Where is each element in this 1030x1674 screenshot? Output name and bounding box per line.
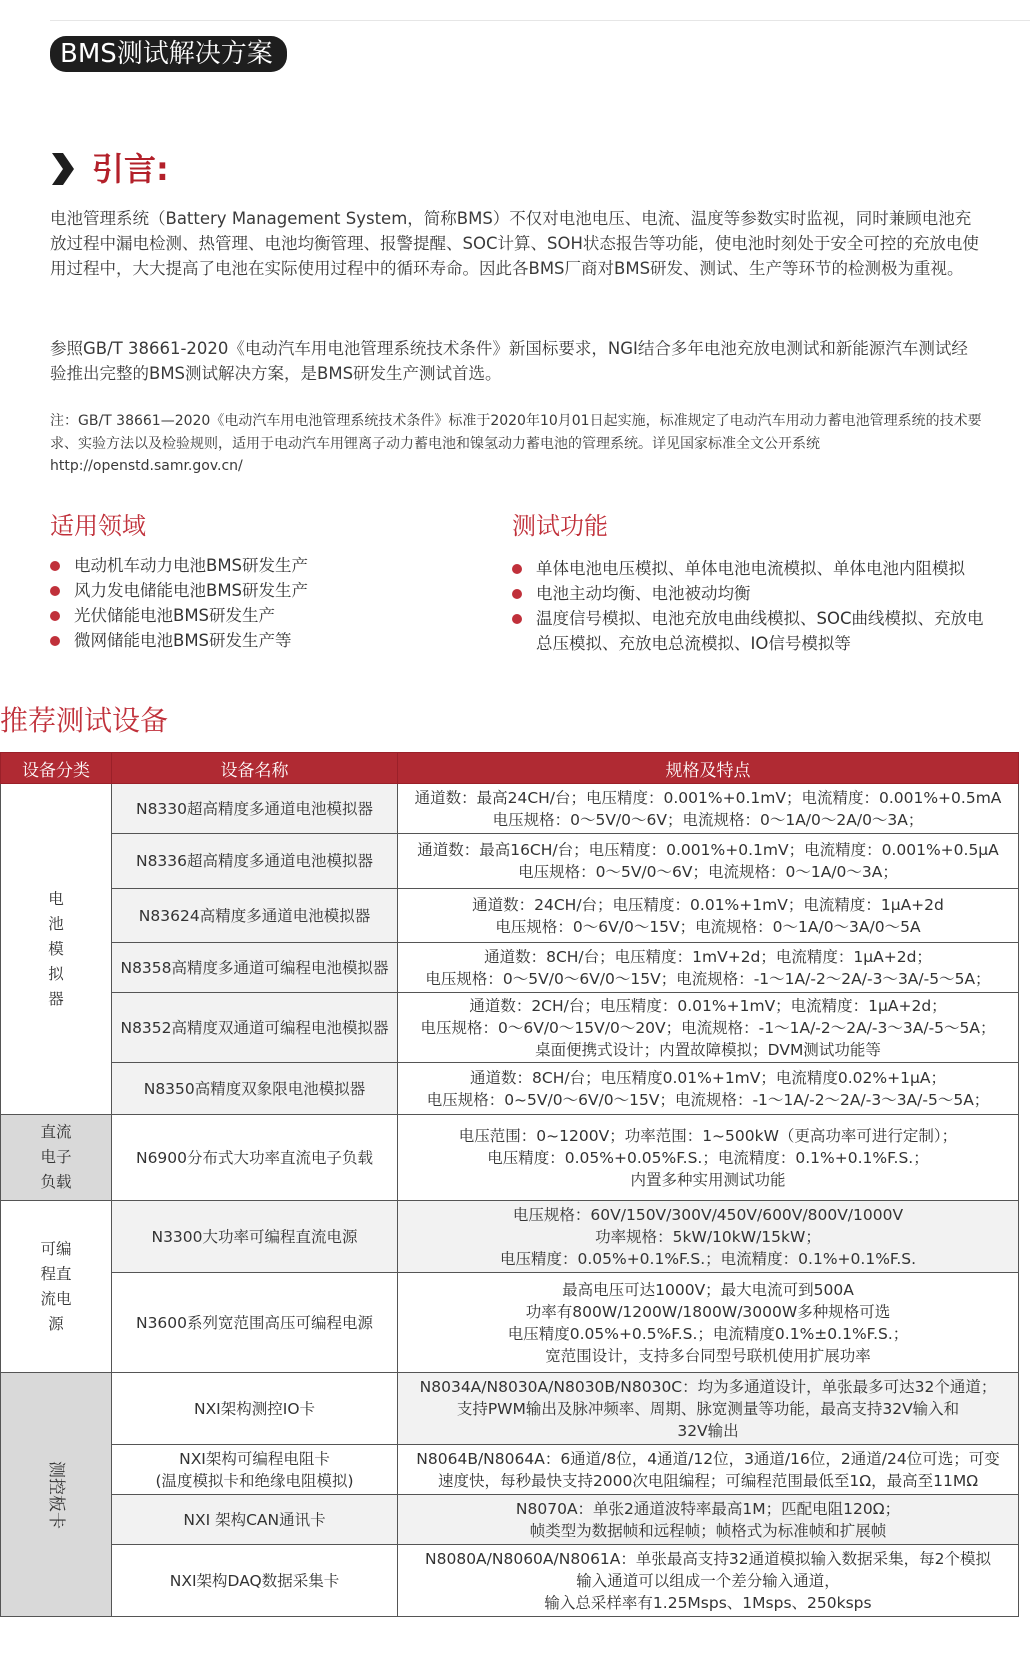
table-row [1,993,1019,1063]
device-spec: 通道数：24CH/台；电压精度：0.01%+1mV；电流精度：1μA+2d 电压规格：0～6V/0～15V；电流规格：0～1A/0～3A/0～5A [398,889,1019,943]
device-spec: 通道数：2CH/台；电压精度：0.01%+1mV；电流精度：1μA+2d； 电压规格：0～6V/0～15V/0～20V；电流规格：-1～1A/-2～2A/-3～3A/-5～5A； 桌面便携式设计；内置故障模拟；DVM测试功能等 [398,993,1019,1063]
table-row [1,1495,1019,1545]
table-row [1,1063,1019,1115]
category-battery-simulator: 电池模拟器 [1,784,112,1115]
device-name: N8358高精度多通道可编程电池模拟器 [112,943,398,993]
device-spec: N8070A：单张2通道波特率最高1M；匹配电阻120Ω； 帧类型为数据帧和远程帧；帧格式为标准帧和扩展帧 [398,1495,1019,1545]
device-name: N8352高精度双通道可编程电池模拟器 [112,993,398,1063]
header-spec: 规格及特点 [398,753,1019,784]
device-name: N8350高精度双象限电池模拟器 [112,1063,398,1115]
bullet-dot-icon [50,636,60,646]
standard-note: 注：GB/T 38661—2020《电动汽车用电池管理系统技术条件》标准于2020年10月01日起实施，标准规定了电动汽车用动力蓄电池管理系统的技术要求、实验方法以及检验规则，适用于电动汽车用锂离子动力蓄电池和镍氢动力蓄电池的管理系统。详见国家标准全文公开系统http://openstd.samr.gov.cn/ [50,413,982,474]
list-item: 风力发电储能电池BMS研发生产 [50,578,450,603]
recommended-equipment-title: 推荐测试设备 [0,704,169,737]
table-row [1,784,1019,834]
header-name: 设备名称 [112,753,398,784]
list-item: 电动机车动力电池BMS研发生产 [50,553,450,578]
bullet-dot-icon [512,564,522,574]
device-spec: 电压规格：60V/150V/300V/450V/600V/800V/1000V 功率规格：5kW/10kW/15kW； 电压精度：0.05%+0.1%F.S.；电流精度：0.1%+0.1%F.S. [398,1201,1019,1273]
table-row [1,834,1019,889]
bullet-dot-icon [50,611,60,621]
functions-title: 测试功能 [512,512,608,540]
bullet-dot-icon [512,614,522,624]
intro-paragraph-2: 参照GB/T 38661-2020《电动汽车用电池管理系统技术条件》新国标要求，NGI结合多年电池充放电测试和新能源汽车测试经验推出完整的BMS测试解决方案，是BMS研发生产测试首选。 [50,339,968,383]
page-title-badge: BMS测试解决方案 [50,36,287,72]
table-row [1,1273,1019,1373]
chevron-right-icon [50,151,76,187]
device-name: NXI 架构CAN通讯卡 [112,1495,398,1545]
header-category: 设备分类 [1,753,112,784]
list-item: 光伏储能电池BMS研发生产 [50,603,450,628]
table-row [1,889,1019,943]
intro-title: 引言: [92,150,169,188]
intro-paragraph-1: 电池管理系统（Battery Management System，简称BMS）不仅对电池电压、电流、温度等参数实时监视，同时兼顾电池充放过程中漏电检测、热管理、电池均衡管理、报警提醒、SOC计算、SOH状态报告等功能，使电池时刻处于安全可控的充放电使用过程中，大大提高了电池在实际使用过程中的循环寿命。因此各BMS厂商对BMS研发、测试、生产等环节的检测极为重视。 [50,209,979,278]
category-dc-electronic-load: 直流电子负载 [1,1115,112,1201]
device-name: N8330超高精度多通道电池模拟器 [112,784,398,834]
table-row [1,1201,1019,1273]
device-spec: N8034A/N8030A/N8030B/N8030C：均为多通道设计，单张最多可达32个通道； 支持PWM输出及脉冲频率、周期、脉宽测量等功能，最高支持32V输入和 32V输出 [398,1373,1019,1445]
list-item: 微网储能电池BMS研发生产等 [50,628,450,653]
table-row [1,1445,1019,1495]
applications-title: 适用领域 [50,512,146,540]
device-name: N3600系列宽范围高压可编程电源 [112,1273,398,1373]
category-programmable-dc-source: 可编程直流电源 [1,1201,112,1373]
bullet-dot-icon [512,589,522,599]
device-spec: N8080A/N8060A/N8061A：单张最高支持32通道模拟输入数据采集，每2个模拟 输入通道可以组成一个差分输入通道， 输入总采样率有1.25Msps、1Msps、250ksps [398,1545,1019,1617]
table-row [1,1373,1019,1445]
device-name: NXI架构可编程电阻卡 (温度模拟卡和绝缘电阻模拟) [112,1445,398,1495]
device-name: NXI架构DAQ数据采集卡 [112,1545,398,1617]
table-row [1,1545,1019,1617]
device-name: N3300大功率可编程直流电源 [112,1201,398,1273]
device-name: N8336超高精度多通道电池模拟器 [112,834,398,889]
applications-list [50,553,450,653]
device-spec: 通道数：最高16CH/台；电压精度：0.001%+0.1mV；电流精度：0.001%+0.5μA 电压规格：0～5V/0～6V；电流规格：0～1A/0～3A； [398,834,1019,889]
list-item: 温度信号模拟、电池充放电曲线模拟、SOC曲线模拟、充放电总压模拟、充放电总流模拟、IO信号模拟等 [512,606,992,656]
device-name: NXI架构测控IO卡 [112,1373,398,1445]
device-name: N6900分布式大功率直流电子负载 [112,1115,398,1201]
table-row [1,1115,1019,1201]
device-spec: N8064B/N8064A：6通道/8位，4通道/12位，3通道/16位，2通道/24位可选；可变 速度快，每秒最快支持2000次电阻编程；可编程范围最低至1Ω，最高至11MΩ [398,1445,1019,1495]
device-name: N83624高精度多通道电池模拟器 [112,889,398,943]
intro-heading [50,148,169,190]
table-header-row [1,753,1019,784]
device-spec: 电压范围：0~1200V；功率范围：1~500kW（更高功率可进行定制）； 电压精度：0.05%+0.05%F.S.；电流精度：0.1%+0.1%F.S.； 内置多种实用测试功能 [398,1115,1019,1201]
bullet-dot-icon [50,561,60,571]
table-row [1,943,1019,993]
equipment-table [0,752,1019,1617]
device-spec: 通道数：最高24CH/台；电压精度：0.001%+0.1mV；电流精度：0.001%+0.5mA 电压规格：0～5V/0～6V；电流规格：0～1A/0～2A/0～3A； [398,784,1019,834]
list-item: 电池主动均衡、电池被动均衡 [512,581,992,606]
functions-list [512,556,992,656]
bullet-dot-icon [50,586,60,596]
device-spec: 通道数：8CH/台；电压精度0.01%+1mV；电流精度0.02%+1μA； 电压规格：0~5V/0～6V/0～15V；电流规格：-1～1A/-2～2A/-3～3A/-5～5A； [398,1063,1019,1115]
category-measurement-cards: 测控板卡 [1,1373,112,1617]
list-item: 单体电池电压模拟、单体电池电流模拟、单体电池内阻模拟 [512,556,992,581]
device-spec: 最高电压可达1000V；最大电流可到500A 功率有800W/1200W/1800W/3000W多种规格可选 电压精度0.05%+0.5%F.S.；电流精度0.1%±0.1%F.S.； 宽范围设计，支持多台同型号联机使用扩展功率 [398,1273,1019,1373]
device-spec: 通道数：8CH/台；电压精度：1mV+2d；电流精度：1μA+2d； 电压规格：0～5V/0～6V/0～15V；电流规格：-1～1A/-2～2A/-3～3A/-5～5A； [398,943,1019,993]
top-divider [50,20,1030,21]
